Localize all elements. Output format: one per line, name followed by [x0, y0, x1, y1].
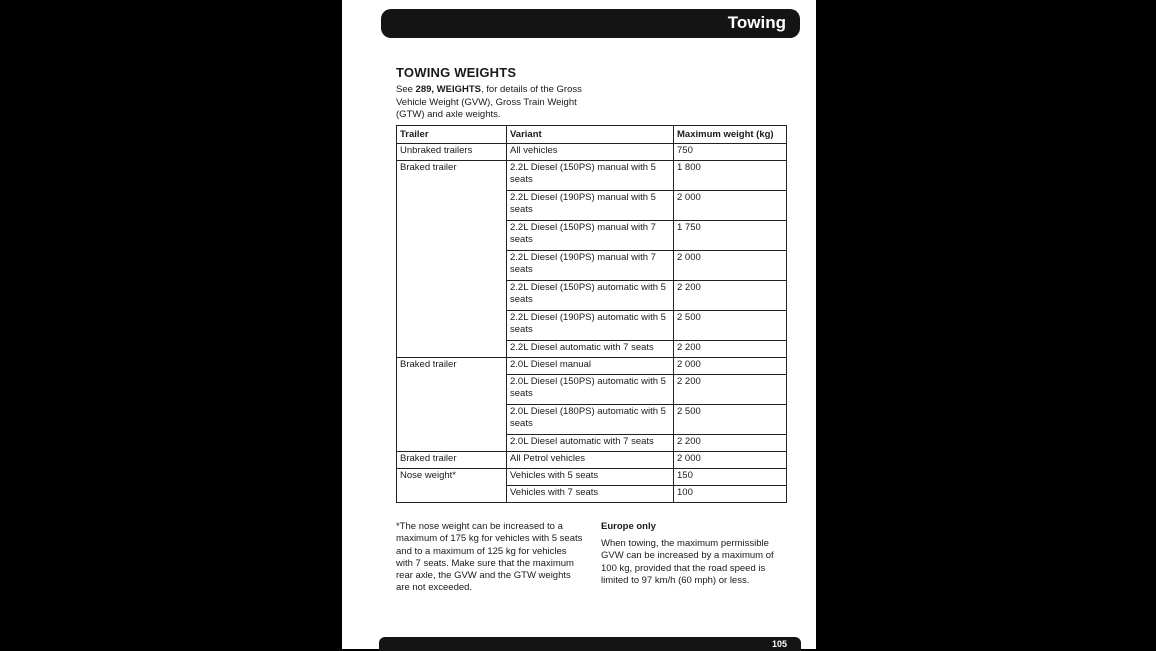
- variant-cell: 2.2L Diesel (150PS) manual with 5 seats: [507, 161, 674, 191]
- column-header-trailer: Trailer: [397, 126, 507, 144]
- weight-cell: 750: [674, 144, 787, 161]
- table-row: [397, 358, 787, 375]
- weight-cell: 2 200: [674, 281, 787, 311]
- weight-cell: 2 200: [674, 341, 787, 358]
- trailer-cell: Nose weight*: [397, 469, 507, 503]
- table-row: [397, 452, 787, 469]
- variant-cell: 2.2L Diesel (190PS) automatic with 5 seats: [507, 311, 674, 341]
- table-row: [397, 144, 787, 161]
- variant-cell: 2.2L Diesel (150PS) automatic with 5 seats: [507, 281, 674, 311]
- trailer-cell: Braked trailer: [397, 358, 507, 452]
- variant-cell: 2.2L Diesel (150PS) manual with 7 seats: [507, 221, 674, 251]
- weight-cell: 2 200: [674, 435, 787, 452]
- intro-text: [396, 84, 596, 122]
- manual-page: [342, 0, 816, 649]
- weight-cell: 2 500: [674, 311, 787, 341]
- variant-cell: 2.0L Diesel (150PS) automatic with 5 seats: [507, 375, 674, 405]
- nose-weight-footnote: *The nose weight can be increased to a maximum of 175 kg for vehicles with 5 seats and to a maximum of 125 kg for vehicles with 7 seats. Make sure that the maximum rear axle, the GVW and the GTW weights are not exceeded.: [396, 521, 583, 594]
- variant-cell: All Petrol vehicles: [507, 452, 674, 469]
- table-header-row: [397, 126, 787, 144]
- variant-cell: 2.0L Diesel (180PS) automatic with 5 seats: [507, 405, 674, 435]
- page-number: 105: [771, 639, 787, 649]
- variant-cell: 2.0L Diesel automatic with 7 seats: [507, 435, 674, 452]
- table-row: [397, 161, 787, 191]
- weight-cell: 150: [674, 469, 787, 486]
- variant-cell: All vehicles: [507, 144, 674, 161]
- weight-cell: 1 750: [674, 221, 787, 251]
- table-row: [397, 469, 787, 486]
- variant-cell: 2.0L Diesel manual: [507, 358, 674, 375]
- europe-only-text: When towing, the maximum permissible GVW can be increased by a maximum of 100 kg, provided that the road speed is limited to 97 km/h (60 mph) or less.: [601, 538, 774, 586]
- weight-cell: 100: [674, 486, 787, 503]
- intro-prefix: See: [396, 84, 416, 95]
- trailer-cell: Unbraked trailers: [397, 144, 507, 161]
- weight-cell: 2 200: [674, 375, 787, 405]
- section-title: TOWING WEIGHTS: [396, 65, 517, 80]
- variant-cell: 2.2L Diesel (190PS) manual with 7 seats: [507, 251, 674, 281]
- weight-cell: 2 000: [674, 251, 787, 281]
- variant-cell: Vehicles with 5 seats: [507, 469, 674, 486]
- column-header-variant: Variant: [507, 126, 674, 144]
- variant-cell: 2.2L Diesel automatic with 7 seats: [507, 341, 674, 358]
- weight-cell: 2 500: [674, 405, 787, 435]
- trailer-cell: Braked trailer: [397, 452, 507, 469]
- weight-cell: 2 000: [674, 191, 787, 221]
- header-bar: [381, 9, 800, 38]
- weight-cell: 2 000: [674, 452, 787, 469]
- column-header-max-weight: Maximum weight (kg): [674, 126, 787, 144]
- variant-cell: Vehicles with 7 seats: [507, 486, 674, 503]
- weight-cell: 2 000: [674, 358, 787, 375]
- towing-weights-table: [396, 125, 787, 503]
- chapter-title: Towing: [727, 13, 786, 32]
- weight-cell: 1 800: [674, 161, 787, 191]
- weights-reference-link[interactable]: 289, WEIGHTS: [415, 84, 482, 95]
- europe-only-heading: Europe only: [601, 521, 656, 532]
- intro-suffix: , for details of the Gross Vehicle Weight (GVW), Gross Train Weight (GTW) and axle weights.: [396, 84, 582, 120]
- variant-cell: 2.2L Diesel (190PS) manual with 5 seats: [507, 191, 674, 221]
- trailer-cell: Braked trailer: [397, 161, 507, 358]
